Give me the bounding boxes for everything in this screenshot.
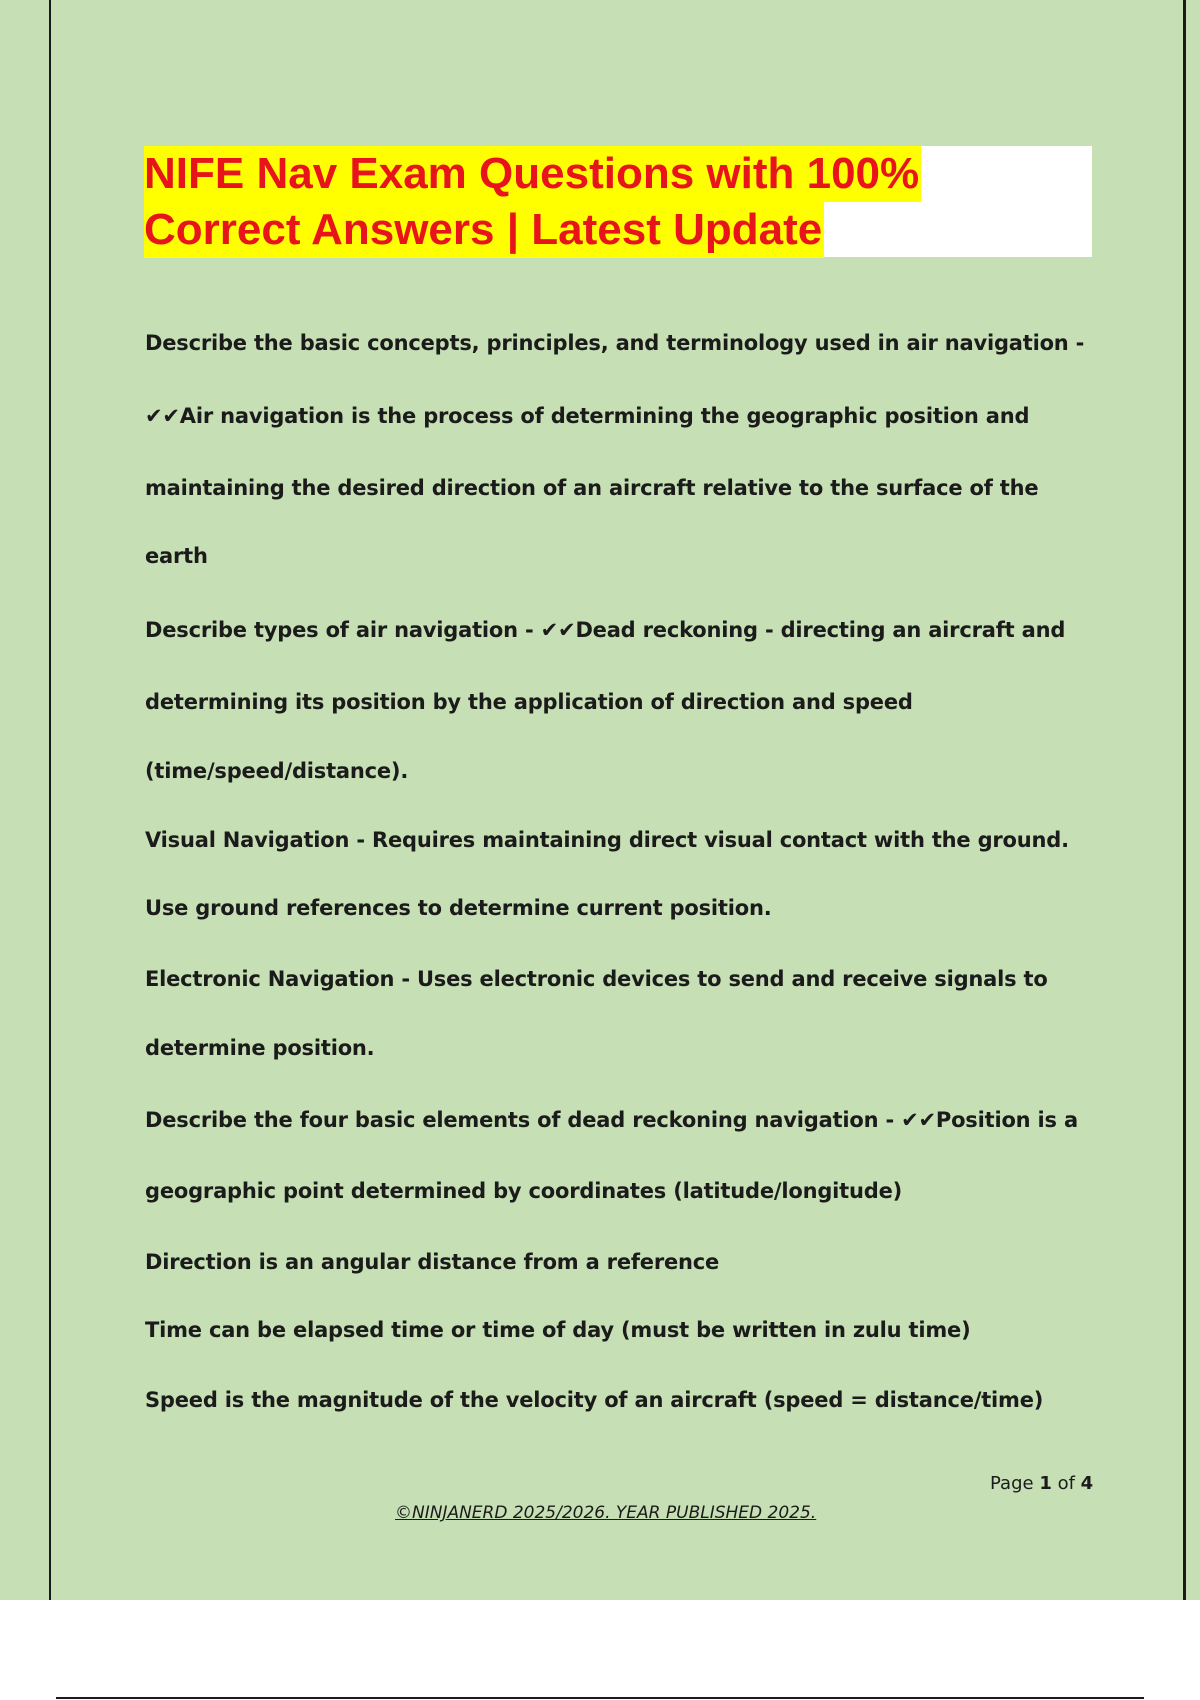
right-border-line [1183,0,1186,1600]
title-block [144,146,1092,257]
page-number-current: 1 [1039,1473,1052,1494]
title-line: Correct Answers | Latest Update [144,202,824,258]
title-line: NIFE Nav Exam Questions with 100% [144,146,921,202]
body-text-line: Speed is the magnitude of the velocity of an aircraft (speed = distance/time) [145,1388,1044,1412]
body-text-line: Electronic Navigation - Uses electronic devices to send and receive signals to [145,967,1048,991]
body-text-line: Describe the four basic elements of dead reckoning navigation - ✔✔Position is a [145,1108,1078,1132]
body-text-line: determine position. [145,1036,375,1060]
page-number-total: 4 [1080,1473,1094,1494]
body-text-line: Describe the basic concepts, principles, and terminology used in air navigation - [145,331,1085,355]
body-text-line: Describe types of air navigation - ✔✔Dead reckoning - directing an aircraft and [145,618,1066,642]
body-text-line: Direction is an angular distance from a reference [145,1250,720,1274]
body-text-line: determining its position by the application of direction and speed [145,690,913,714]
body-text-line: ✔✔Air navigation is the process of determining the geographic position and [145,404,1030,428]
page-number-of: of [1051,1473,1081,1494]
body-text-line: geographic point determined by coordinates (latitude/longitude) [145,1179,903,1203]
body-text-line: Use ground references to determine current position. [145,896,772,920]
body-text-line: earth [145,544,208,568]
left-border-line [49,0,51,1600]
copyright-notice: ©NINJANERD 2025/2026. YEAR PUBLISHED 2025. [395,1503,817,1523]
body-text-line: Time can be elapsed time or time of day (must be written in zulu time) [145,1318,971,1342]
body-text-line: Visual Navigation - Requires maintaining direct visual contact with the ground. [145,828,1069,852]
page-number-prefix: Page [990,1473,1040,1494]
page-number [990,1472,1093,1496]
body-text-line: maintaining the desired direction of an aircraft relative to the surface of the [145,476,1039,500]
body-text-line: (time/speed/distance). [145,759,409,783]
bottom-divider [56,1697,1144,1699]
